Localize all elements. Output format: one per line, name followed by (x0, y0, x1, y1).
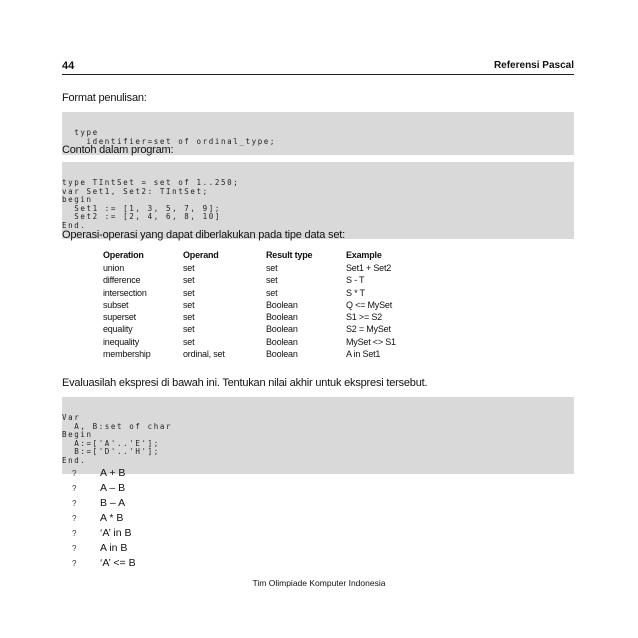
list-item (72, 541, 136, 556)
bullet-marker: ? (72, 469, 77, 478)
table-cell: set (183, 324, 195, 335)
expression-text: ‘A’ <= B (100, 557, 136, 569)
list-item (72, 496, 136, 511)
table-cell: superset (103, 312, 136, 323)
code-line: A, B:set of char (62, 421, 173, 431)
table-cell: Set1 + Set2 (346, 263, 392, 273)
format-heading: Format penulisan: (62, 92, 147, 104)
table-row (103, 287, 416, 299)
list-item (72, 511, 136, 526)
bullet-marker: ? (72, 484, 77, 493)
table-cell: Boolean (266, 324, 298, 335)
table-cell: S - T (346, 275, 365, 286)
table-cell: Q <= MySet (346, 299, 393, 310)
evaluation-code-block (62, 397, 574, 474)
bullet-marker: ? (72, 544, 77, 553)
code-line: Set2 := [2, 4, 6, 8, 10] (62, 212, 221, 221)
bullet-marker: ? (72, 514, 77, 523)
list-item (72, 481, 136, 496)
expression-text: ‘A’ in B (100, 527, 132, 539)
table-cell: set (183, 336, 195, 347)
page-footer: Tim Olimpiade Komputer Indonesia (252, 578, 386, 588)
table-cell: intersection (103, 287, 147, 298)
table-header-row (103, 248, 416, 262)
column-header: Operand (183, 250, 219, 260)
page-number: 44 (62, 60, 75, 72)
table-cell: Boolean (266, 349, 298, 360)
table-row (103, 323, 416, 335)
table-cell: set (183, 299, 195, 310)
table-cell: set (183, 275, 195, 286)
expression-text: B – A (100, 497, 126, 509)
set-operations-table (103, 248, 416, 360)
table-cell: MySet <> S1 (346, 336, 396, 347)
code-line: A:=['A'..'E']; (62, 438, 160, 448)
table-cell: membership (103, 349, 151, 360)
expression-text: A + B (100, 467, 126, 479)
table-cell: set (266, 263, 278, 273)
column-header: Operation (103, 250, 144, 260)
table-row (103, 336, 416, 348)
table-cell: A in Set1 (346, 349, 381, 360)
code-line: Set1 := [1, 3, 5, 7, 9]; (62, 203, 221, 213)
code-line: type TIntSet = set of 1..250; (62, 178, 240, 187)
example-heading: Contoh dalam program: (62, 144, 174, 156)
code-line: begin (62, 195, 93, 204)
table-cell: S1 >= S2 (346, 312, 382, 323)
code-line: End. (62, 220, 87, 230)
table-row (103, 311, 416, 323)
example-code-block (62, 162, 574, 239)
table-cell: set (183, 312, 195, 323)
expression-list (72, 466, 136, 571)
code-line: Var (62, 413, 81, 422)
running-title: Referensi Pascal (493, 60, 574, 71)
table-cell: Boolean (266, 336, 298, 347)
code-line: End. (62, 455, 87, 465)
code-line: Begin (62, 430, 93, 439)
table-cell: S2 = MySet (346, 324, 391, 335)
expression-text: A – B (100, 482, 126, 494)
table-cell: union (103, 263, 125, 273)
table-cell: Boolean (266, 299, 298, 310)
expression-text: A * B (100, 512, 124, 524)
table-row (103, 299, 416, 311)
table-cell: difference (103, 275, 141, 286)
table-row (103, 348, 416, 360)
table-cell: subset (103, 299, 129, 310)
code-line: B:=['D'..'H']; (62, 447, 160, 456)
column-header: Result type (266, 250, 313, 260)
table-cell: inequality (103, 336, 140, 347)
table-cell: S * T (346, 287, 365, 298)
table-cell: equality (103, 324, 133, 335)
table-row (103, 262, 416, 274)
evaluation-heading: Evaluasilah ekspresi di bawah ini. Tentukan nilai akhir untuk ekspresi tersebut. (62, 377, 428, 389)
list-item (72, 556, 136, 571)
operations-heading: Operasi-operasi yang dapat diberlakukan pada tipe data set: (62, 229, 345, 241)
table-row (103, 274, 416, 286)
code-line: identifier=set of ordinal_type; (62, 136, 277, 146)
page-header (62, 60, 574, 75)
code-line: type (62, 128, 99, 137)
bullet-marker: ? (72, 529, 77, 538)
list-item (72, 526, 136, 541)
table-cell: set (183, 287, 195, 298)
expression-text: A in B (100, 542, 128, 554)
table-cell: ordinal, set (183, 349, 225, 360)
table-cell: set (266, 287, 278, 298)
table-cell: set (266, 275, 278, 286)
table-cell: Boolean (266, 312, 298, 323)
bullet-marker: ? (72, 499, 77, 508)
bullet-marker: ? (72, 559, 77, 568)
code-line: var Set1, Set2: TIntSet; (62, 186, 209, 196)
column-header: Example (346, 250, 382, 260)
list-item (72, 466, 136, 481)
table-cell: set (183, 263, 195, 273)
